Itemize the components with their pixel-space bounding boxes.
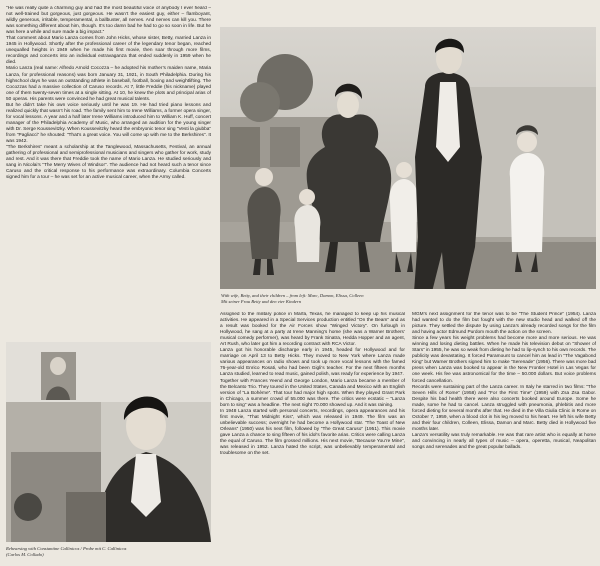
caption-text: Rehearsing with Constantine Callinicos / Probe mit C. Callinicos xyxy=(6,546,127,551)
paragraph: But he didn’t take his own voice seriously until he was 19. He had tried piano lessons and realized quickly that wasn’t his road. The family sent him to Irene Williams, a former opera singer, for vocal lessons. A year and a half later Irene Williams introduced him to William K. Huff, concert manager of the Philadelphia Academy of Music, who arranged an audition for the young singer with Dr. Serge Koussevitzky. When Koussevitzky heard the embryonic tenor sing “Vesti la giubba” from “Pagliacci” he shouted: “That’s a great voice. You will come up with me to the Berkshires”. It was 1942. xyxy=(6,102,211,145)
caption-english: With wife, Betty, and their children – from left: Marc, Damon, Elissa, Colleen xyxy=(221,293,364,298)
rehearsal-photo xyxy=(6,342,211,542)
paragraph: “He was really quite a charming guy and had the most beautiful voice of anybody I ever heard – not well-trained but gorgeous, just gorgeous. He wasn’t the easiest guy, either – flamboyant, wildly generous, irritable, temperamental, a ballbuster, all nerves. And nerves can kill you. There was something different about him, though. It’s too damn bad he had to go so soon in life. But he was here a while and sure made a big impact.” xyxy=(6,6,211,36)
rehearsal-photo-illustration xyxy=(6,342,211,542)
paragraph: Records were sustaining part of the Lanza career. In Italy he starred in two films: “The Seven Hills of Rome” (1958) and “For the First Time” (1959) with Zsa Zsa Gabor. Despite his bad health there were also concerts booked around Europe. Some he made, some he had to cancel. Lanza struggled with pneumonia, phlebitis and more forced dieting for several months after that. He died in the Villa Giulia Clinic in Rome on October 7, 1959, when a blood clot in his leg moved to his heart. He left his wife Betty and their four children, Colleen, Elissa, Damon and Marc. Betty died in Hollywood five months later. xyxy=(412,384,596,432)
family-photo-caption xyxy=(221,293,441,305)
paragraph: Lanza got his honorable discharge early in 1945, headed for Hollywood and for marriage on April 13 to Betty Hicks. They moved to New York where Lanza made various appearances on radio shows and took up more vocal lessons with the famed 76-year-old Enrico Rosati, who had been Gigli’s teacher. For the next fifteen months Lanza studied, learned to read music, gained polish, was ready for experience by 1947. xyxy=(220,348,405,378)
family-photo-illustration xyxy=(220,27,596,289)
family-photo xyxy=(220,27,596,289)
photo-credit: (Carlos M. Collado) xyxy=(6,551,44,557)
caption-german: Mit seiner Frau Betty und den vier Kindern xyxy=(221,298,301,304)
paragraph: Together with Frances Yeend and George London, Mario Lanza became a member of the Belcanto Trio. They toured in the United States, Canada and Mexico with an English version of “La Bohème”. That tour had major high spots. When they played Grant Park in Chicago, a summer crowd of 55.000 was there. The critics were ecstatic – “Lanza born to sing” was a headline. The next night 70.000 showed up. And it was raining. xyxy=(220,378,405,408)
paragraph: Since a few years his weight problems had become more and more serious. He was winning and losing dieting battles. When he made his television debut on “Shower of Stars” in 1955, he was so weak from dieting he had to lip-synch to his own records. The publicity was devastating. It forced Paramount to cancel him as lead in “The Vagabond King” but Warner Brothers signed him to make “Serenade” (1956). There was more bad press when Lanza was booked to appear in the New Frontier Hotel in Las Vegas for one week. His fee was astronomical for the time – 50.000 dollars. But voice problems forced cancellation. xyxy=(412,336,596,384)
text-column-right xyxy=(412,312,596,562)
rehearsal-photo-caption xyxy=(6,546,211,558)
paragraph: Mario Lanza (real name: Alfredo Arnold Cocozza – he adopted his mother’s maiden name, Maria Lanza, for professional reasons) was born January 31, 1921, in South Philadelphia. During his highschool days he was an outstanding athlete in baseball, football, boxing and weightlifting. The Cocozzas had a massive collection of Caruso records. At 7, little Freddie (his nickname) played one of them twenty-seven times at a single sitting. At 10, he knew the plots and principal arias of 50 operas. His parents were convinced he had great musical talents. xyxy=(6,66,211,102)
paragraph: Lanza’s versatility was truly remarkable. He was that rare artist who is equally at home and convincing in nearly all types of music – opera, operetta, musical, Neapolitan songs and serenades and the great popular ballads. xyxy=(412,432,596,451)
paragraph: That comment about Mario Lanza comes from John Hicks, whose sister, Betty, married Lanza in 1945 in Hollywood. Shortly after the professional career of the legendary tenor began, reached unequalled heights in 1949 when he made his first movie, then soar through more films, recordings and concerts into an individual extravaganza that ended suddenly in 1959 when he died. xyxy=(6,36,211,66)
text-column-middle xyxy=(220,312,405,562)
paragraph: Assigned to the military police in Marfa, Texas, he managed to keep up his musical activities. He appeared in a Special Services production entitled “On the Beam” and as a result was booked for the Air Forces show “Winged Victory”. On furlough in Hollywood, he sang at a party at Irene Manning’s home (she was a Warner Brothers’ musical comedy performer), was heard by Frank Sinatra, Hedda Hopper and an agent, Art Rush, who later got him a recording contract with RCA Victor. xyxy=(220,312,405,348)
text-column-left xyxy=(6,6,211,340)
paragraph: In 1948 Lanza started with personal concerts, recordings, opera appearances and his first movie, “That Midnight Kiss”, which was released in 1949. The film was an unbelievable success; overnight he had become a Hollywood star. “The Toast of New Orleans” (1950) was his next film, followed by “The Great Caruso” (1951). This movie gave Lanza a chance to sing fifteen of his idol’s favorite arias. Critics were calling Lanza the equal of Caruso. The film grossed millions. His next movie, “Because You’re Mine”, was released in 1952. Lanza hated the script, was unbelievably temperamental and troublesome on the set. xyxy=(220,408,405,457)
paragraph: MGM’s next assignment for the tenor was to be “The Student Prince” (1954). Lanza had wanted to do the film but fought with the new studio head and walked off the picture. They settled the dispute by using Lanza’s already recorded songs for the film and having actor Edmund Purdom mouth the action on the screen. xyxy=(412,312,596,336)
paragraph: “The Berkshires” meant a scholarship at the Tanglewood, Massachusetts, Festival, an annual gathering of professional and semiprofessional musicians and singers who gather for work, study and rest. And it was there that Freddie took the name of Mario Lanza. He studied seriously and sang in Nicolai’s “The Merry Wives of Windsor”. The audience had not heard such a tenor since Caruso and the critical response to his performance was extraordinary. Columbia Concerts signed him for a tour – he was set for an active musical career, when the Army called. xyxy=(6,145,211,181)
